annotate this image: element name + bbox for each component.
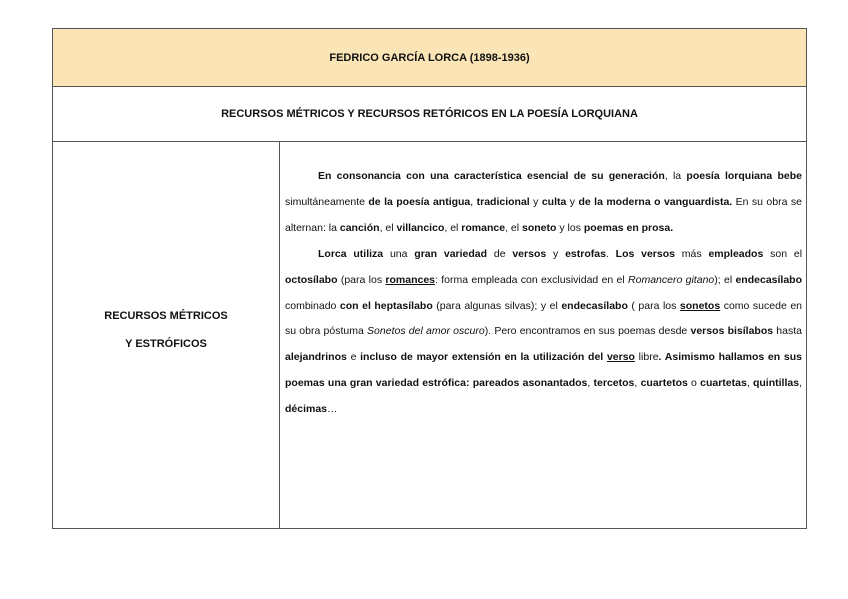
text-run: romances [385,273,435,286]
text-run: endecasílabo [735,273,802,286]
text-run: de [487,247,513,260]
text-run: , el [379,221,397,234]
subtitle-row [52,86,807,141]
text-run: . Asimismo hallamos en sus poemas una [285,351,802,390]
content-row [52,141,807,529]
text-run: versos [512,247,547,260]
text-run: , [470,195,477,208]
text-run: cuartetas [700,377,747,390]
paragraph-1 [285,164,802,242]
text-run: poesía lorquiana bebe [686,170,802,182]
text-run: sonetos [679,299,721,312]
text-run: combinado [285,299,340,312]
text-run: Sonetos del amor oscuro [367,325,485,338]
text-run: ); el [714,273,736,286]
text-run: En su obra se alternan: la [285,195,802,234]
title-row [52,28,807,86]
document-table [52,28,807,529]
text-run: (para los [337,273,386,286]
text-run: y [566,195,579,208]
text-run: villancico [396,221,445,234]
section-label-cell [53,142,280,528]
text-run: , [799,377,802,390]
text-run: , [634,377,641,390]
text-run: , el [444,221,462,234]
text-run: de la poesía antigua [368,195,471,208]
text-run: . [605,247,616,260]
text-run: En consonancia con una característica esencial de su generación [318,170,665,182]
text-run: una [383,247,415,260]
paragraph-2 [285,242,802,423]
text-run: ( para los [627,299,680,312]
section-label-line2: Y ESTRÓFICOS [125,338,207,350]
text-run: con el heptasílabo [339,299,433,312]
text-run: , el [505,221,523,234]
text-run: simultáneamente [285,195,369,208]
text-run: soneto [522,221,557,234]
text-run: versos bisílabos [690,325,774,338]
text-run: endecasílabo [561,299,628,312]
text-run: quintillas [752,377,800,390]
text-run: romance [461,221,506,234]
text-run: , la [664,170,687,182]
text-run: cuartetos [640,377,688,390]
text-run: e [346,351,361,364]
text-run: incluso de mayor extensión en la utilización del [360,351,607,364]
text-run: Romancero gitano [628,273,715,286]
text-run: ). Pero encontramos en sus poemas desde [484,325,691,338]
text-run: , [746,377,753,390]
text-run: (para algunas silvas); y el [432,299,562,312]
text-run: gran variedad estrófica: pareados asonantados [349,377,588,390]
text-run: , [587,377,594,390]
text-run: poemas en prosa. [583,221,674,234]
text-run: Los versos [615,247,675,260]
text-run: décimas [285,403,328,416]
document-title: FEDRICO GARCÍA LORCA (1898-1936) [329,51,530,64]
text-run: alejandrinos [285,351,347,364]
text-run: y [529,195,542,208]
text-run: verso [606,351,635,364]
text-run: y [546,247,566,260]
text-run: empleados [708,247,764,260]
text-run: y los [556,221,584,234]
text-run: tercetos [593,377,635,390]
text-run: más [675,247,709,260]
text-run: libre [634,351,659,364]
text-run: : forma empleada con exclusividad en el [435,273,629,286]
text-run: culta [541,195,567,208]
text-run: canción [339,221,380,234]
text-run: octosílabo [285,273,338,286]
text-run: … [327,403,338,416]
text-run: tradicional [476,195,530,208]
section-body-cell [280,142,806,528]
text-run: como sucede en su obra póstuma [285,299,802,338]
text-run: gran variedad [414,247,488,260]
text-run: son el [763,247,803,260]
text-run: hasta [773,325,802,338]
text-run: Lorca utiliza [318,247,384,260]
text-run: de la moderna o vanguardista. [578,195,733,208]
text-run: o [687,377,701,390]
section-label-line1: RECURSOS MÉTRICOS [104,310,228,322]
document-subtitle: RECURSOS MÉTRICOS Y RECURSOS RETÓRICOS EN LA POESÍA LORQUIANA [221,108,638,120]
text-run: estrofas [565,247,606,260]
